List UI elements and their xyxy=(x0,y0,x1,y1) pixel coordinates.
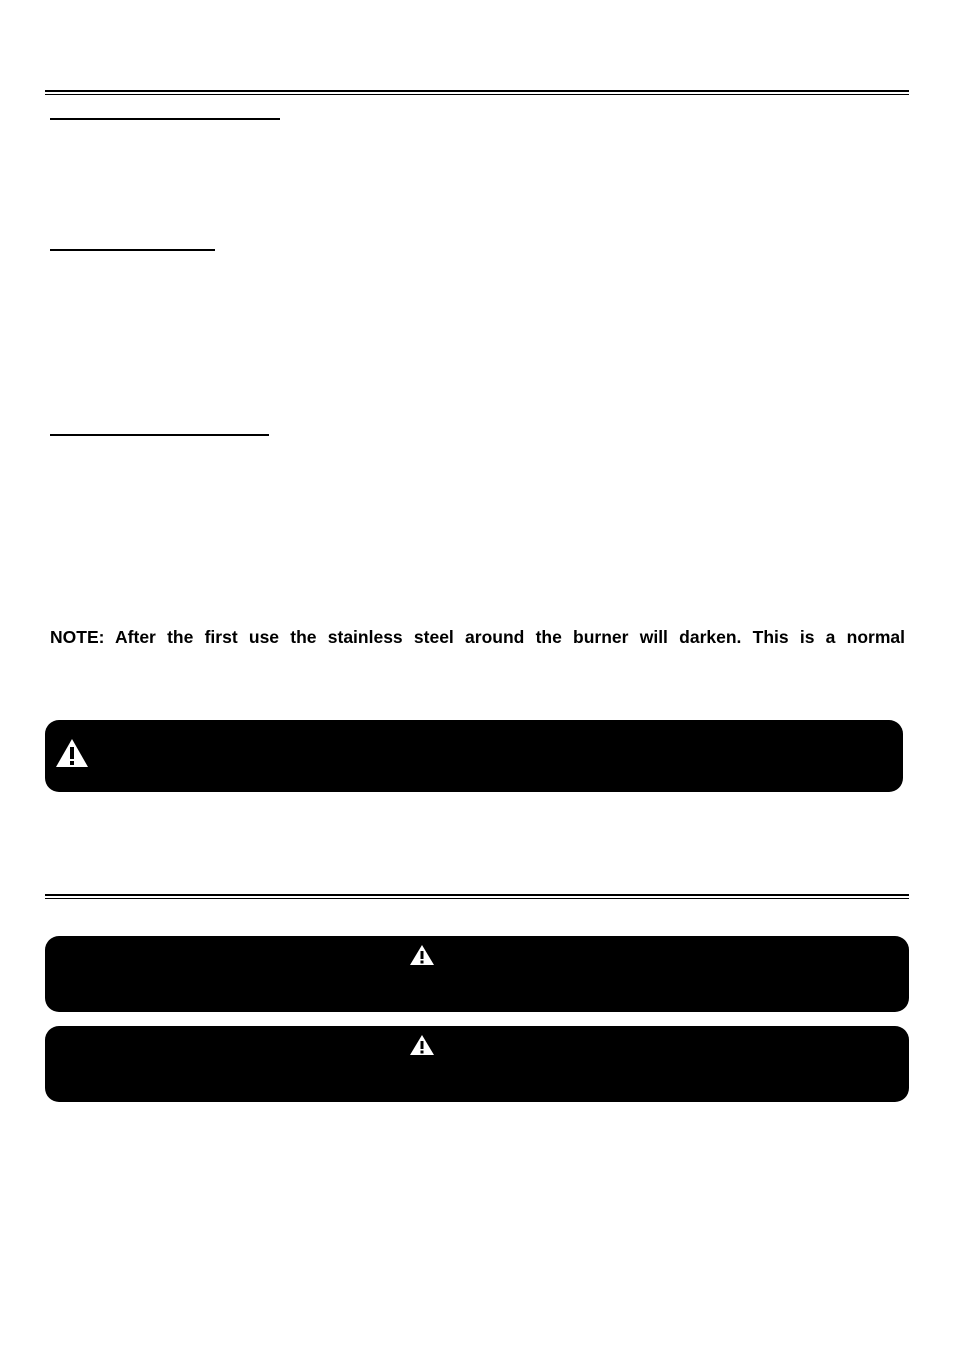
section-rule-middle xyxy=(45,894,909,899)
warning-triangle-icon xyxy=(409,1034,435,1056)
warning-triangle-icon xyxy=(55,738,89,768)
section-rule-top xyxy=(45,90,909,95)
warning-box-3 xyxy=(45,1026,909,1102)
warning-box-1 xyxy=(45,720,903,792)
heading-underline-1 xyxy=(50,118,280,120)
warning-triangle-icon xyxy=(409,944,435,966)
heading-underline-3 xyxy=(50,434,269,436)
note-text: NOTE: After the first use the stainless steel around the burner will darken. This is a normal xyxy=(50,627,905,647)
warning-box-2 xyxy=(45,936,909,1012)
heading-underline-2 xyxy=(50,249,215,251)
